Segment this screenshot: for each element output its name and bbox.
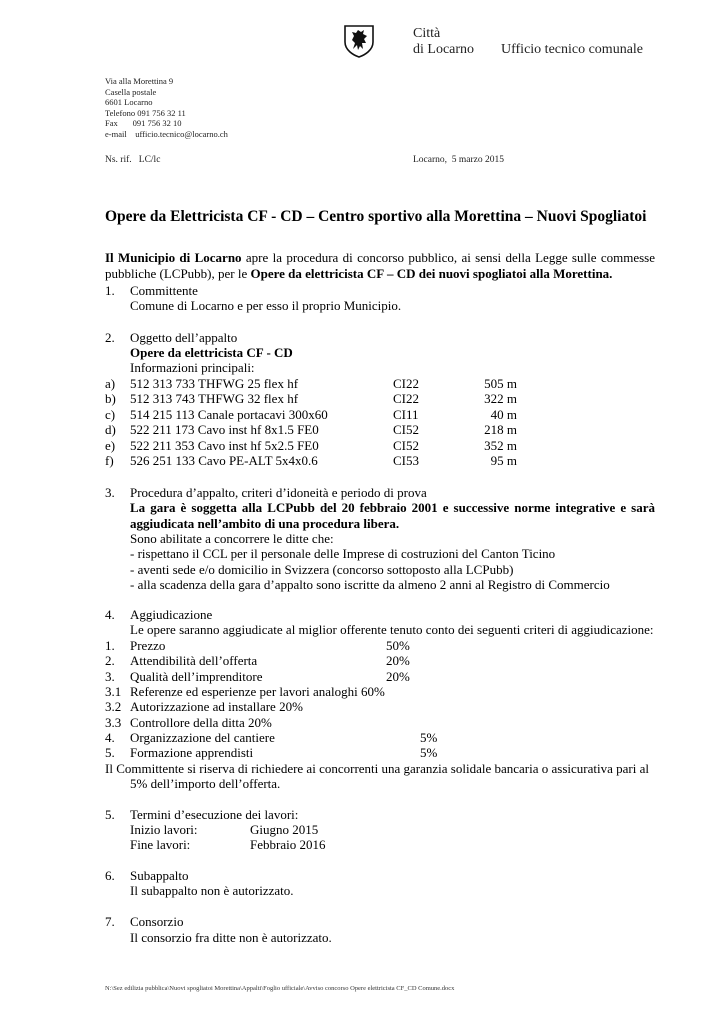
item-letter: d) [105, 422, 116, 437]
section-number: 5. [105, 807, 115, 822]
date: Locarno, 5 marzo 2015 [413, 155, 505, 165]
section-text: - alla scadenza della gara d’appalto sono iscritte da almeno 2 anni al Registro di Commercio [130, 577, 610, 592]
end-label: Fine lavori: [130, 837, 191, 852]
start-label: Inizio lavori: [130, 822, 198, 837]
criterion-percentage: 50% [386, 638, 410, 653]
criterion-percentage: 5% [420, 730, 438, 745]
item-code: CI52 [393, 422, 419, 437]
item-description: 522 211 353 Cavo inst hf 5x2.5 FE0 [130, 438, 319, 453]
section-title: Committente [130, 283, 198, 298]
intro-bold-start: Il Municipio di Locarno [105, 250, 242, 265]
org-name-line1: Città [413, 26, 441, 41]
item-letter: a) [105, 376, 116, 391]
section-text: Le opere saranno aggiudicate al miglior offerente tenuto conto dei seguenti criteri di aggiudicazione: [130, 622, 654, 637]
criterion-percentage: 20% [386, 653, 410, 668]
section-text: - aventi sede e/o domicilio in Svizzera (concorso sottoposto alla LCPubb) [130, 562, 514, 577]
criterion-number: 3.3 [105, 715, 122, 730]
item-letter: e) [105, 438, 116, 453]
item-quantity: 322 m [484, 391, 517, 406]
criterion-number: 5. [105, 745, 115, 760]
section-number: 1. [105, 283, 115, 298]
file-path-footer: N:\Sez edilizia pubblica\Nuovi spogliatoi Morettina\Appalti\Foglio ufficiale\Avviso concorso Opere elettricista CF_CD Comune.docx [105, 985, 455, 992]
criterion-label: Controllore della ditta 20% [130, 715, 272, 730]
section-number: 4. [105, 607, 115, 622]
address-line: Fax 091 756 32 10 [105, 118, 182, 128]
reference: Ns. rif. LC/lc [105, 155, 161, 165]
criterion-percentage: 5% [420, 745, 438, 760]
section-text: - rispettano il CCL per il personale delle Imprese di costruzioni del Canton Ticino [130, 546, 556, 561]
item-quantity: 218 m [484, 422, 517, 437]
item-letter: b) [105, 391, 116, 406]
item-quantity: 40 m [490, 407, 517, 422]
section-subtitle: Opere da elettricista CF - CD [130, 345, 293, 360]
criterion-number: 4. [105, 730, 115, 745]
section-title: Subappalto [130, 868, 189, 883]
item-quantity: 95 m [490, 453, 517, 468]
item-letter: f) [105, 453, 114, 468]
address-line: e-mail ufficio.tecnico@locarno.ch [105, 128, 228, 139]
locarno-coat-of-arms-logo [343, 24, 375, 58]
item-quantity: 352 m [484, 438, 517, 453]
guarantee-text-continued: 5% dell’importo dell’offerta. [130, 776, 281, 791]
criterion-number: 1. [105, 638, 115, 653]
section-number: 7. [105, 914, 115, 929]
start-value: Giugno 2015 [250, 822, 319, 837]
item-code: CI22 [393, 376, 419, 391]
section-title: Procedura d’appalto, criteri d’idoneità e periodo di prova [130, 485, 427, 500]
item-description: 512 313 733 THFWG 25 flex hf [130, 376, 299, 391]
intro-bold-end: Opere da elettricista CF – CD dei nuovi spogliatoi alla Morettina. [250, 265, 613, 281]
section-text: Il consorzio fra ditte non è autorizzato. [130, 930, 332, 945]
item-description: 512 313 743 THFWG 32 flex hf [130, 391, 299, 406]
section-text: Il subappalto non è autorizzato. [130, 883, 294, 898]
item-code: CI53 [393, 453, 419, 468]
item-description: 522 211 173 Cavo inst hf 8x1.5 FE0 [130, 422, 319, 437]
item-quantity: 505 m [484, 376, 517, 391]
criterion-number: 2. [105, 653, 115, 668]
item-description: 526 251 133 Cavo PE-ALT 5x4x0.6 [130, 453, 318, 468]
criterion-number: 3.1 [105, 684, 122, 699]
address-line: Telefono 091 756 32 11 [105, 107, 186, 118]
item-code: CI52 [393, 438, 419, 453]
criterion-number: 3.2 [105, 699, 122, 714]
guarantee-text: Il Committente si riserva di richiedere ai concorrenti una garanzia solidale bancaria o assicurativa pari al [105, 761, 649, 776]
address-line: Via alla Morettina 9 [105, 76, 174, 86]
section-text: Informazioni principali: [130, 360, 255, 375]
section-title: Consorzio [130, 914, 184, 929]
org-name-line2: di Locarno [413, 42, 475, 57]
section-title: Termini d’esecuzione dei lavori: [130, 807, 299, 822]
address-line: Casella postale [105, 86, 157, 97]
criterion-percentage: 20% [386, 669, 410, 684]
criterion-number: 3. [105, 669, 115, 684]
criterion-label: Prezzo [130, 638, 166, 653]
intro-text: apre la procedura di concorso pubblico, ai sensi della Legge sulle commesse pubbliche (LCPubb), per le [105, 250, 655, 281]
section-text: Sono abilitate a concorrere le ditte che: [130, 531, 334, 546]
office-name: Ufficio tecnico comunale [501, 42, 644, 57]
item-letter: c) [105, 407, 116, 422]
end-value: Febbraio 2016 [250, 837, 326, 852]
procedure-bold-text: La gara è soggetta alla LCPubb del 20 febbraio 2001 e successive norme integrative e sarà aggiudicata nell’ambito di una procedura libera. [130, 500, 655, 531]
item-code: CI22 [393, 391, 419, 406]
document-title: Opere da Elettricista CF - CD – Centro sportivo alla Morettina – Nuovi Spogliatoi [105, 208, 647, 225]
section-text: Comune di Locarno e per esso il proprio Municipio. [130, 298, 402, 313]
criterion-label: Formazione apprendisti [130, 745, 254, 760]
criterion-label: Qualità dell’imprenditore [130, 669, 263, 684]
section-title: Oggetto dell’appalto [130, 330, 238, 345]
section-title: Aggiudicazione [130, 607, 213, 622]
item-description: 514 215 113 Canale portacavi 300x60 [130, 407, 328, 422]
criterion-label: Attendibilità dell’offerta [130, 653, 258, 668]
criterion-label: Autorizzazione ad installare 20% [130, 699, 303, 714]
intro-paragraph [105, 250, 655, 281]
criterion-label: Referenze ed esperienze per lavori analoghi 60% [130, 684, 385, 699]
section-number: 2. [105, 330, 115, 345]
section-number: 3. [105, 485, 115, 500]
item-code: CI11 [393, 407, 419, 422]
address-line: 6601 Locarno [105, 97, 153, 107]
section-number: 6. [105, 868, 115, 883]
criterion-label: Organizzazione del cantiere [130, 730, 275, 745]
